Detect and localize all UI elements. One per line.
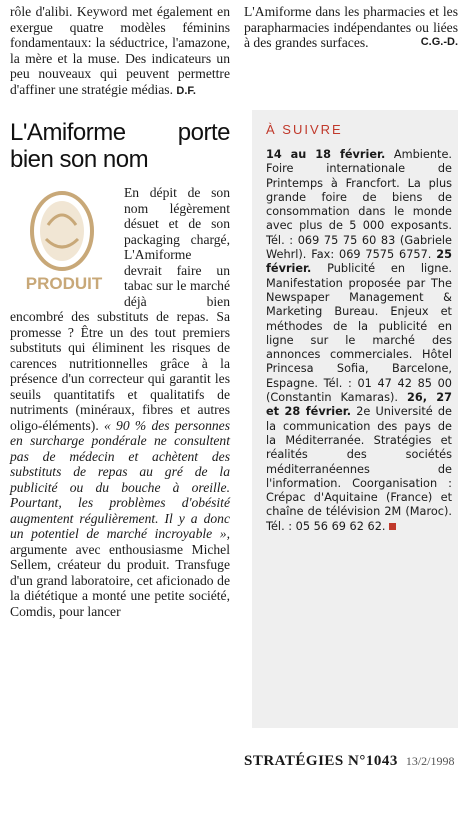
intro-paragraph	[10, 4, 230, 99]
sidebar-body	[266, 148, 452, 534]
event2-text: Publicité en ligne. Manifestation proposée par The Newspaper Management & Marketing Bureau. Enjeux et méthodes de la publicité en ligne sur le marché des annonces commerciales. Hôtel Princesa Sofia, Barcelone, Espagne. Tél. : 01 47 42 85 00 (Constantin Kamaras).	[266, 262, 452, 405]
event1-text: Ambiente. Foire internationale de Printemps à Francfort. La plus grande foire de biens de consommation dans le monde avec plus de 5 000 exposants. Tél. : 069 75 75 60 83 (Gabriele Wehrl). Fax: 069 7575 6757.	[266, 148, 452, 262]
publication-name: STRATÉGIES N°1043	[244, 753, 398, 769]
sidebar-title: À SUIVRE	[266, 122, 343, 137]
article-headline: L'Amiforme porte bien son nom	[10, 119, 230, 173]
continuation-text: L'Amiforme dans les pharmacies et les parapharmacies indépendantes ou liées à des grandes surfaces.	[244, 4, 458, 50]
continuation-signature: C.G.-D.	[420, 36, 458, 48]
produit-logo	[10, 185, 118, 297]
article-body-1: En dépit de son nom légèrement désuet et de son packaging chargé, L'Amiforme devrait faire un tabac sur le marché déjà bien encombré des substituts de repas. Sa promesse ? Être un des tout premiers substituts qui éliminent les risques de carences nutritionnelles grâce à la présence d'un correcteur qui garantit les seuils quantitatifs et qualitatifs de nutriments (minéraux, fibres et autres oligo-éléments).	[10, 185, 230, 433]
intro-signature: D.F.	[176, 84, 196, 97]
a-suivre-sidebar	[252, 110, 458, 728]
article-body-2: argumente avec enthousiasme Michel Sellem, créateur du produit. Transfuge d'un grand laboratoire, cet aficionado de la diététique a monté une petite société, Comdis, pour lancer	[10, 541, 230, 619]
left-column	[10, 4, 230, 619]
egg-icon	[10, 185, 118, 297]
event2-date: 25 février.	[266, 248, 452, 276]
event3-date: 26, 27 et 28 février.	[266, 391, 453, 419]
page-footer	[244, 752, 458, 770]
publication-date: 13/2/1998	[405, 754, 455, 768]
event3-text: 2e Université de la communication des pays de la Méditerranée. Stratégies et réalités des sociétés méditerranéennes de l'information. Coorganisation : Crépac d'Aquitaine (France) et chaîne de télévision 2M (Maroc). Tél. : 05 56 69 62 62.	[266, 405, 452, 533]
logo-label: PRODUIT	[25, 274, 103, 293]
right-column-top	[244, 4, 458, 51]
intro-text: rôle d'alibi. Keyword met également en exergue quatre modèles féminins fondamentaux: la séductrice, l'amazone, la mère et la muse. Des indicateurs un peu nouveaux qui peuvent permettre d'affiner une stratégie médias.	[10, 4, 230, 97]
end-square-icon	[389, 523, 396, 530]
event1-date: 14 au 18 février.	[266, 148, 386, 161]
article-quote: « 90 % des personnes en surcharge pondérale ne consultent pas de médecin et achètent des substituts de repas au gré de la publicité ou du bouche à oreille. Pourtant, les problèmes d'obésité augmentent régulièrement. Il y a donc un potentiel de marché incroyable »,	[10, 417, 230, 541]
